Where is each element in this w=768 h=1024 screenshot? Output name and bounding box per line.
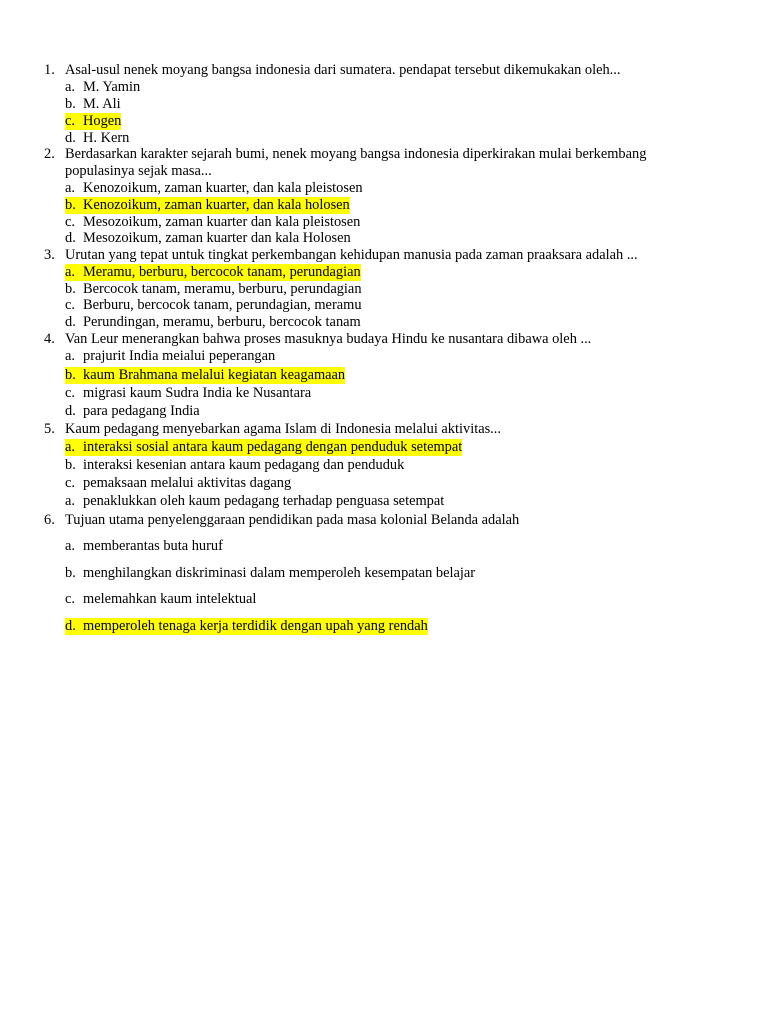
option-letter: a. (65, 264, 75, 280)
answer-option (65, 538, 223, 555)
option-text: memberantas buta huruf (83, 538, 223, 554)
option-text: Kenozoikum, zaman kuarter, dan kala pleistosen (83, 180, 363, 196)
option-letter: d. (65, 314, 76, 330)
question-number: 1. (44, 62, 55, 78)
question-number: 2. (44, 146, 55, 162)
option-text: Meramu, berburu, bercocok tanam, perundagian (83, 264, 361, 280)
option-text: melemahkan kaum intelektual (83, 591, 257, 607)
answer-option-highlighted (65, 439, 462, 456)
answer-option (65, 130, 129, 147)
question-text: populasinya sejak masa... (65, 163, 212, 179)
option-letter: b. (65, 281, 76, 297)
answer-option (65, 96, 121, 113)
option-text: interaksi kesenian antara kaum pedagang dan penduduk (83, 457, 405, 473)
option-letter: c. (65, 591, 75, 607)
option-text: Bercocok tanam, meramu, berburu, perundagian (83, 281, 362, 297)
option-text: migrasi kaum Sudra India ke Nusantara (83, 385, 312, 401)
answer-option-highlighted (65, 264, 361, 281)
option-letter: a. (65, 180, 75, 196)
option-text: memperoleh tenaga kerja terdidik dengan upah yang rendah (83, 618, 428, 634)
question-text: Van Leur menerangkan bahwa proses masuknya budaya Hindu ke nusantara dibawa oleh ... (65, 331, 592, 347)
option-letter: c. (65, 297, 75, 313)
answer-option-highlighted (65, 197, 350, 214)
question-text: Kaum pedagang menyebarkan agama Islam di Indonesia melalui aktivitas... (65, 421, 501, 437)
option-text: Berburu, bercocok tanam, perundagian, meramu (83, 297, 362, 313)
question-number: 5. (44, 421, 55, 437)
option-text: Hogen (83, 113, 122, 129)
question-text: Berdasarkan karakter sejarah bumi, nenek moyang bangsa indonesia diperkirakan mulai berkembang (65, 146, 647, 162)
option-text: interaksi sosial antara kaum pedagang dengan penduduk setempat (83, 439, 463, 455)
option-text: M. Ali (83, 96, 121, 112)
option-letter: c. (65, 475, 75, 491)
answer-option (65, 475, 291, 492)
option-letter: c. (65, 113, 75, 129)
option-letter: c. (65, 214, 75, 230)
option-text: menghilangkan diskriminasi dalam memperoleh kesempatan belajar (83, 565, 476, 581)
option-letter: b. (65, 96, 76, 112)
option-text: Perundingan, meramu, berburu, bercocok tanam (83, 314, 361, 330)
option-text: prajurit India meialui peperangan (83, 348, 276, 364)
option-letter: a. (65, 79, 75, 95)
answer-option (65, 591, 256, 608)
answer-option (65, 314, 361, 331)
option-letter: b. (65, 565, 76, 581)
option-text: para pedagang India (83, 403, 200, 419)
answer-option-highlighted (65, 618, 428, 635)
answer-option (65, 403, 200, 420)
option-text: pemaksaan melalui aktivitas dagang (83, 475, 292, 491)
option-letter: b. (65, 197, 76, 213)
answer-option-highlighted (65, 367, 345, 384)
answer-option (65, 565, 475, 582)
option-text: Kenozoikum, zaman kuarter, dan kala holosen (83, 197, 350, 213)
option-letter: a. (65, 439, 75, 455)
option-text: M. Yamin (83, 79, 141, 95)
question-text: Urutan yang tepat untuk tingkat perkembangan kehidupan manusia pada zaman praaksara adalah ... (65, 247, 638, 263)
option-letter: a. (65, 493, 75, 509)
answer-option-highlighted (65, 113, 121, 130)
answer-option (65, 297, 362, 314)
question-number: 4. (44, 331, 55, 347)
option-text: Mesozoikum, zaman kuarter dan kala Holosen (83, 230, 351, 246)
option-letter: b. (65, 457, 76, 473)
option-letter: c. (65, 385, 75, 401)
option-letter: d. (65, 230, 76, 246)
answer-option (65, 180, 363, 197)
option-letter: d. (65, 130, 76, 146)
question-text: Tujuan utama penyelenggaraan pendidikan pada masa kolonial Belanda adalah (65, 512, 520, 528)
answer-option (65, 348, 275, 365)
question-text: Asal-usul nenek moyang bangsa indonesia dari sumatera. pendapat tersebut dikemukakan oleh... (65, 62, 621, 78)
option-letter: a. (65, 538, 75, 554)
answer-option (65, 281, 362, 298)
answer-option (65, 385, 311, 402)
answer-option (65, 230, 351, 247)
answer-option (65, 214, 360, 231)
option-text: Mesozoikum, zaman kuarter dan kala pleistosen (83, 214, 361, 230)
option-letter: d. (65, 403, 76, 419)
option-text: H. Kern (83, 130, 130, 146)
answer-option (65, 457, 404, 474)
option-letter: a. (65, 348, 75, 364)
option-letter: b. (65, 367, 76, 383)
answer-option (65, 493, 444, 510)
option-letter: d. (65, 618, 76, 634)
option-text: kaum Brahmana melalui kegiatan keagamaan (83, 367, 346, 383)
question-number: 3. (44, 247, 55, 263)
question-number: 6. (44, 512, 55, 528)
option-text: penaklukkan oleh kaum pedagang terhadap penguasa setempat (83, 493, 445, 509)
answer-option (65, 79, 140, 96)
